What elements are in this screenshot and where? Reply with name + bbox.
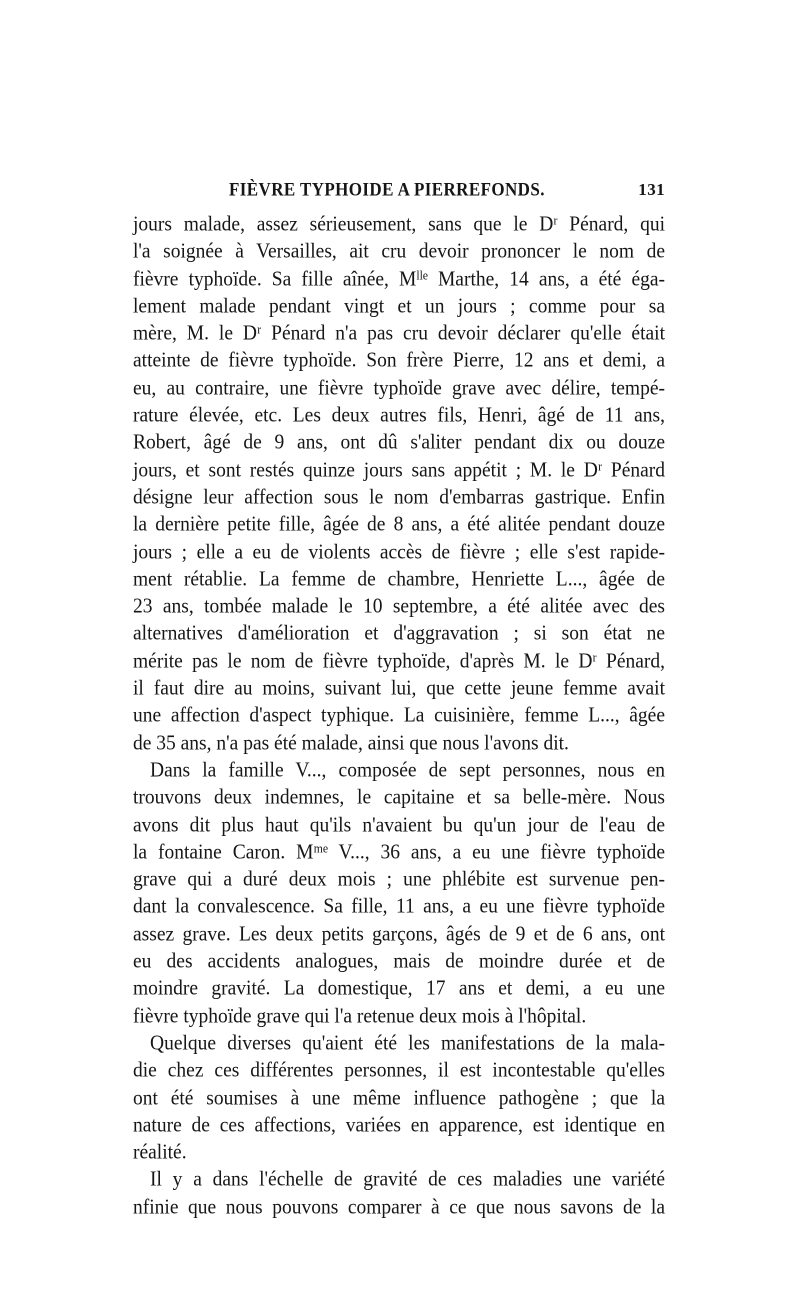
text-line: Robert, âgé de 9 ans, ont dû s'aliter pendant dix ou douze	[133, 431, 665, 455]
text-line: mérite pas le nom de fièvre typhoïde, d'après M. le Dʳ Pénard,	[133, 649, 665, 673]
text-line: ment rétablie. La femme de chambre, Henriette L..., âgée de	[133, 567, 665, 591]
running-header	[133, 178, 665, 204]
text-line: jours malade, assez sérieusement, sans que le Dʳ Pénard, qui	[133, 212, 665, 237]
text-line: trouvons deux indemnes, le capitaine et sa belle-mère. Nous	[133, 786, 665, 810]
body-text	[133, 211, 665, 1221]
text-line: 23 ans, tombée malade le 10 septembre, a été alitée avec des	[133, 595, 665, 619]
text-line: Il y a dans l'échelle de gravité de ces maladies une variété	[150, 1168, 665, 1192]
text-line: la dernière petite fille, âgée de 8 ans, a été alitée pendant douze	[133, 513, 665, 537]
text-line: lement malade pendant vingt et un jours ; comme pour sa	[133, 294, 665, 318]
text-line: nfinie que nous pouvons comparer à ce que nous savons de la	[133, 1195, 665, 1219]
text-line: alternatives d'amélioration et d'aggravation ; si son état ne	[133, 622, 665, 646]
text-line: atteinte de fièvre typhoïde. Son frère Pierre, 12 ans et demi, a	[133, 349, 665, 373]
text-line: assez grave. Les deux petits garçons, âgés de 9 et de 6 ans, ont	[133, 922, 665, 946]
text-line: rature élevée, etc. Les deux autres fils, Henri, âgé de 11 ans,	[133, 404, 665, 428]
text-line: fièvre typhoïde. Sa fille aînée, Mˡˡᵉ Marthe, 14 ans, a été éga-	[133, 267, 665, 291]
text-line: la fontaine Caron. Mᵐᵉ V..., 36 ans, a eu une fièvre typhoïde	[133, 840, 665, 864]
text-line: il faut dire au moins, suivant lui, que cette jeune femme avait	[133, 676, 665, 701]
text-line: eu des accidents analogues, mais de moindre durée et de	[133, 949, 665, 974]
text-line: eu, au contraire, une fièvre typhoïde grave avec délire, tempé-	[133, 376, 665, 400]
text-line: moindre gravité. La domestique, 17 ans et demi, a eu une	[133, 977, 665, 1001]
running-title: FIÈVRE TYPHOIDE A PIERREFONDS.	[229, 178, 545, 201]
text-line: l'a soignée à Versailles, ait cru devoir prononcer le nom de	[133, 240, 665, 264]
text-line: grave qui a duré deux mois ; une phlébite est survenue pen-	[133, 868, 665, 892]
text-line: jours, et sont restés quinze jours sans appétit ; M. le Dʳ Pénard	[133, 458, 665, 482]
page-number: 131	[638, 180, 665, 199]
text-line: une affection d'aspect typhique. La cuisinière, femme L..., âgée	[133, 704, 665, 728]
text-line: die chez ces différentes personnes, il est incontestable qu'elles	[133, 1059, 665, 1083]
text-line: Dans la famille V..., composée de sept personnes, nous en	[150, 758, 665, 782]
text-line: fièvre typhoïde grave qui l'a retenue deux mois à l'hôpital.	[133, 1004, 587, 1028]
text-line: nature de ces affections, variées en apparence, est identique en	[133, 1113, 665, 1137]
text-line: jours ; elle a eu de violents accès de fièvre ; elle s'est rapide-	[133, 540, 665, 564]
text-line: avons dit plus haut qu'ils n'avaient bu qu'un jour de l'eau de	[133, 813, 665, 837]
text-line: ont été soumises à une même influence pathogène ; que la	[133, 1086, 665, 1110]
text-line: dant la convalescence. Sa fille, 11 ans, a eu une fièvre typhoïde	[133, 895, 665, 919]
book-page	[133, 178, 665, 1221]
text-line: mère, M. le Dʳ Pénard n'a pas cru devoir déclarer qu'elle était	[133, 322, 665, 346]
text-line: désigne leur affection sous le nom d'embarras gastrique. Enfin	[133, 485, 665, 510]
text-line: réalité.	[133, 1141, 187, 1165]
text-line: Quelque diverses qu'aient été les manifestations de la mala-	[150, 1031, 665, 1055]
text-line: de 35 ans, n'a pas été malade, ainsi que nous l'avons dit.	[133, 731, 569, 755]
